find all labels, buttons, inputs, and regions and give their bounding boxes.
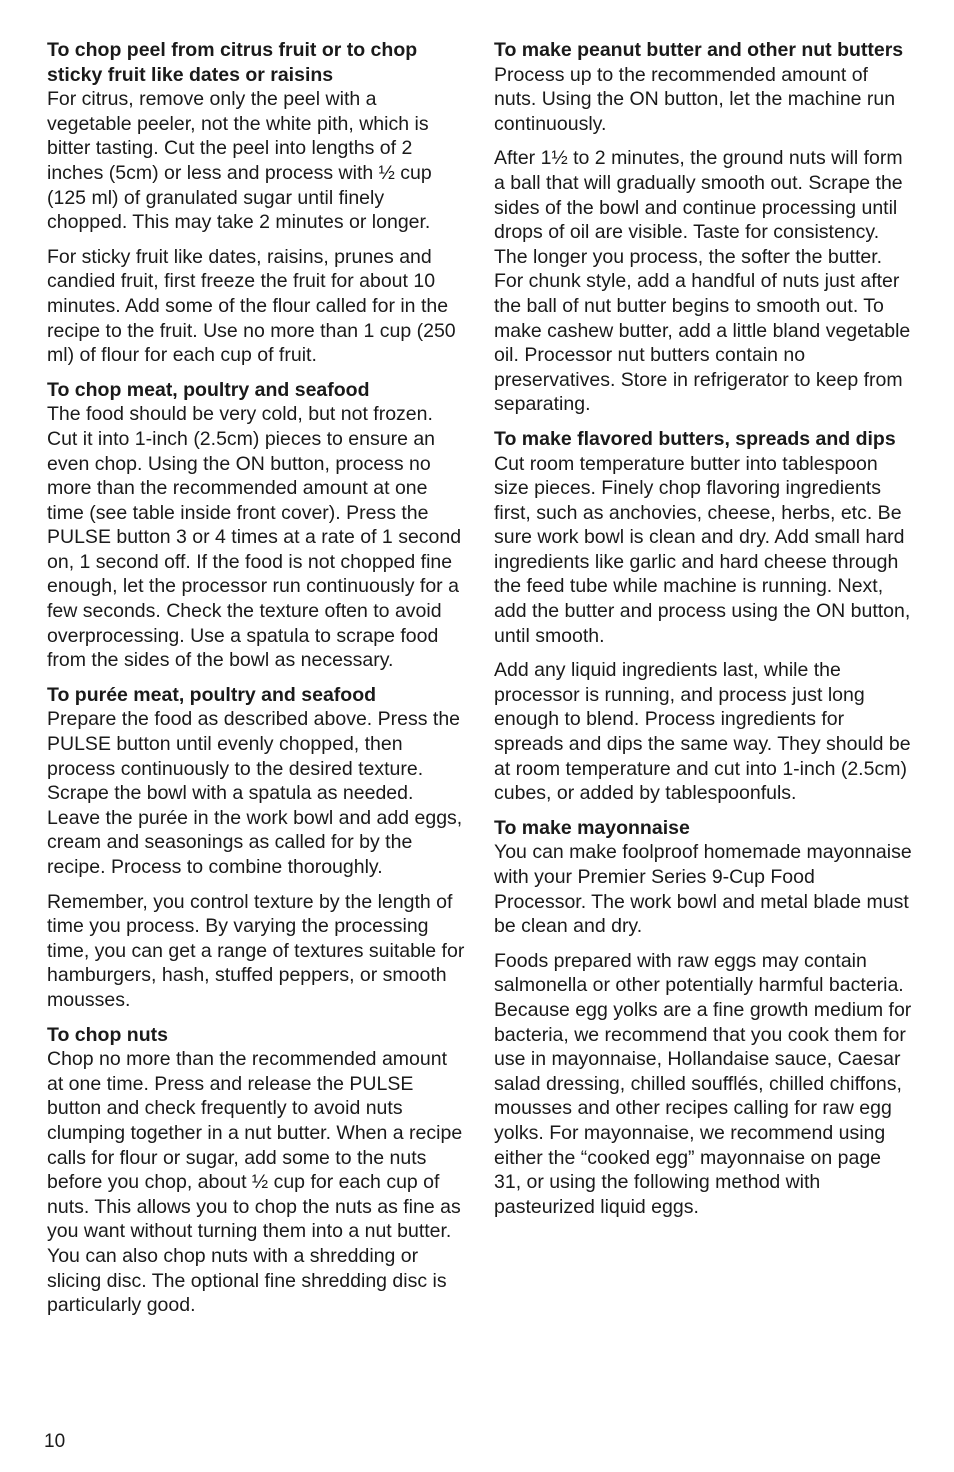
section-nut-butters	[494, 38, 912, 417]
paragraph: Add any liquid ingredients last, while the processor is running, and process just long enough to blend. Process ingredients for spreads and dips the same way. They should be at room temperature and cut into 1-inch (2.5cm) cubes, or added by tablespoonfuls.	[494, 659, 911, 805]
section-heading: To chop peel from citrus fruit or to chop sticky fruit like dates or raisins	[47, 39, 418, 86]
section-citrus-sticky-fruit	[47, 38, 465, 368]
section-heading: To purée meat, poultry and seafood	[47, 683, 377, 706]
section-chop-meat	[47, 378, 465, 673]
paragraph: For sticky fruit like dates, raisins, prunes and candied fruit, first freeze the fruit for about 10 minutes. Add some of the flour called for in the recipe to the fruit. Use no more than 1 cup (250 ml) of flour for each cup of fruit.	[47, 245, 456, 367]
section-heading: To chop meat, poultry and seafood	[47, 378, 370, 401]
page-number: 10	[44, 1431, 66, 1452]
paragraph: For citrus, remove only the peel with a vegetable peeler, not the white pith, which is bitter tasting. Cut the peel into lengths of 2 inches (5cm) or less and process with ½ cup (125 ml) of granulated sugar until finely chopped. This may take 2 minutes or longer.	[47, 88, 432, 234]
paragraph: After 1½ to 2 minutes, the ground nuts will form a ball that will gradually smooth out. Scrape the sides of the bowl and continue processing until drops of oil are visible. Taste for consistency. The longer you process, the softer the butter. For chunk style, add a handful of nuts just after the ball of nut butter begins to smooth out. To make cashew butter, add a little bland vegetable oil. Processor nut butters contain no preservatives. Store in refrigerator to keep from separating.	[494, 147, 911, 416]
paragraph: The food should be very cold, but not frozen. Cut it into 1-inch (2.5cm) pieces to ensure an even chop. Using the ON button, process no more than the recommended amount at one time (see table inside front cover). Press the PULSE button 3 or 4 times at a rate of 1 second on, 1 second off. If the food is not chopped fine enough, let the processor run continuously for a few seconds. Check the texture often to avoid overprocessing. Use a spatula to scrape food from the sides of the bowl as necessary.	[47, 403, 462, 672]
left-column	[47, 38, 465, 1328]
section-mayonnaise	[494, 816, 912, 1220]
section-flavored-butters	[494, 427, 912, 806]
right-column	[494, 38, 912, 1229]
section-heading: To chop nuts	[47, 1023, 168, 1046]
paragraph: You can make foolproof homemade mayonnaise with your Premier Series 9-Cup Food Processor. The work bowl and metal blade must be clean and dry.	[494, 841, 912, 938]
section-heading: To make flavored butters, spreads and dips	[494, 427, 896, 450]
section-heading: To make peanut butter and other nut butters	[494, 39, 904, 61]
section-chop-nuts	[47, 1023, 465, 1318]
paragraph: Process up to the recommended amount of nuts. Using the ON button, let the machine run continuously.	[494, 63, 896, 135]
paragraph: Chop no more than the recommended amount at one time. Press and release the PULSE button and check frequently to avoid nuts clumping together in a nut butter. When a recipe calls for flour or sugar, add some to the nuts before you chop, about ½ cup for each cup of nuts. This allows you to chop the nuts as fine as you want without turning them into a nut butter. You can also chop nuts with a shredding or slicing disc. The optional fine shredding disc is particularly good.	[47, 1048, 463, 1317]
paragraph: Remember, you control texture by the length of time you process. By varying the processing time, you can get a range of textures suitable for hamburgers, hash, stuffed peppers, or smooth mousses.	[47, 890, 465, 1011]
paragraph: Cut room temperature butter into tablespoon size pieces. Finely chop flavoring ingredients first, such as anchovies, cheese, herbs, etc. Be sure work bowl is clean and dry. Add small hard ingredients like garlic and hard cheese through the feed tube while machine is running. Next, add the butter and process using the ON button, until smooth.	[494, 452, 911, 647]
section-puree-meat	[47, 683, 465, 1013]
section-heading: To make mayonnaise	[494, 816, 690, 839]
paragraph: Prepare the food as described above. Press the PULSE button until evenly chopped, then process continuously to the desired texture. Scrape the bowl with a spatula as needed. Leave the purée in the work bowl and add eggs, cream and seasonings as called for by the recipe. Process to combine thoroughly.	[47, 708, 463, 878]
paragraph: Foods prepared with raw eggs may contain salmonella or other potentially harmful bacteria. Because egg yolks are a fine growth medium for bacteria, we recommend that you cook them for use in mayonnaise, Hollandaise sauce, Caesar salad dressing, chilled soufflés, chilled chiffons, mousses and other recipes calling for raw egg yolks. For mayonnaise, we recommend using either the “cooked egg” mayonnaise on page 31, or using the following method with pasteurized liquid eggs.	[494, 949, 912, 1218]
